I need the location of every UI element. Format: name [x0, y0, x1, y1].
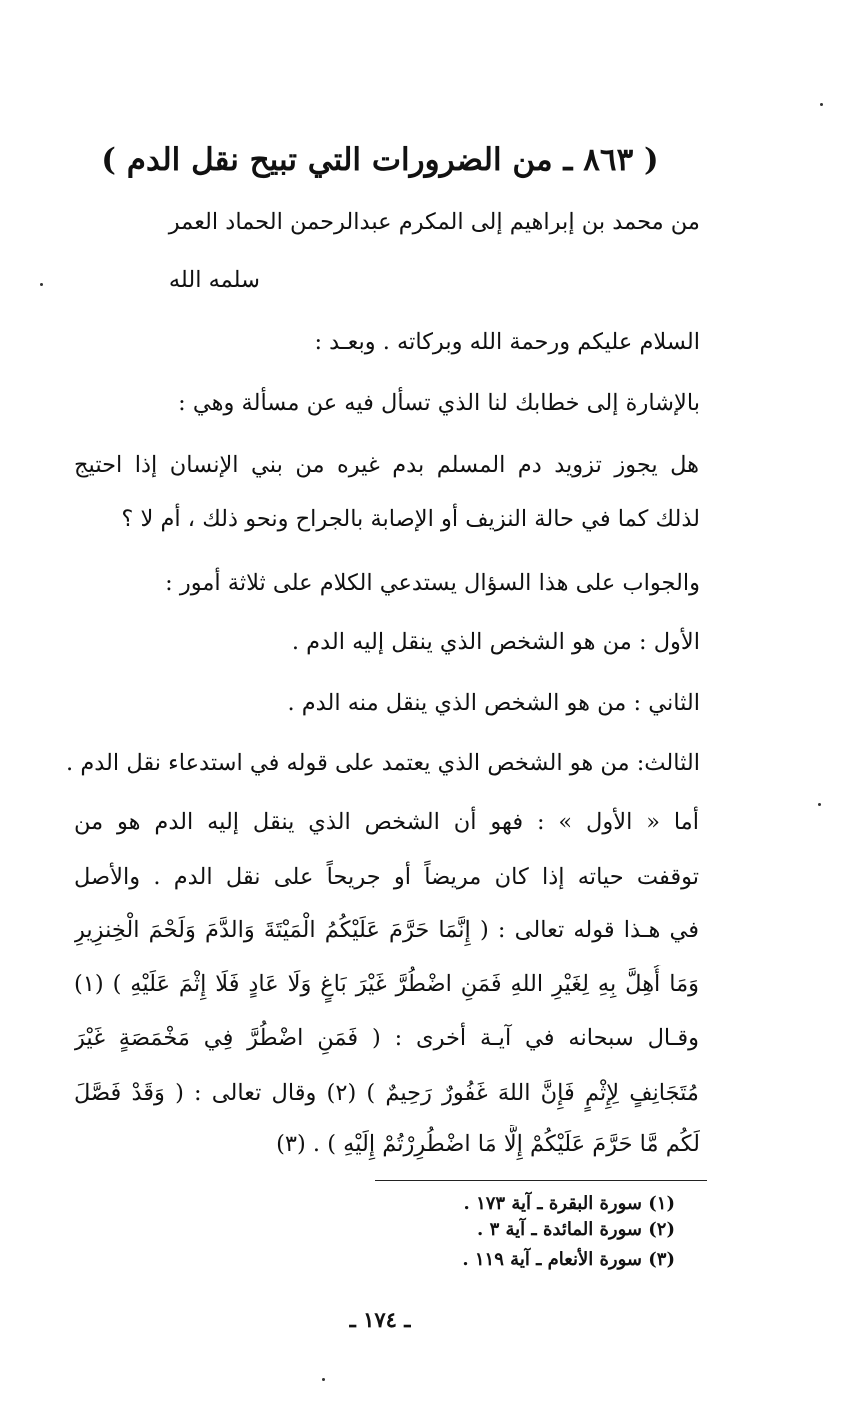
paragraph-line: هل يجوز تزويد دم المسلم بدم غيره من بني الإنسان إذا احتيج [74, 452, 699, 478]
footnote-3: (٣) سورة الأنعام ـ آية ١١٩ . [462, 1249, 675, 1270]
footnote-1: (١) سورة البقرة ـ آية ١٧٣ . [463, 1193, 675, 1214]
footnote-2: (٢) سورة المائدة ـ آية ٣ . [477, 1219, 675, 1240]
scan-speck [818, 803, 821, 806]
quran-verse-line: وقـال سبحانه في آيـة أخرى : ( فَمَنِ اضْطُرَّ فِي مَخْمَصَةٍ غَيْرَ [74, 1025, 699, 1051]
paragraph-line: توقفت حياته إذا كان مريضاً أو جريحاً على نقل الدم . والأصل [74, 864, 699, 890]
salutation-recipient: سلمه الله [168, 267, 260, 293]
scan-speck [322, 1378, 325, 1381]
page-title: ( ٨٦٣ ـ من الضرورات التي تبيح نقل الدم ) [101, 142, 659, 178]
list-item-first: الأول : من هو الشخص الذي ينقل إليه الدم . [291, 629, 700, 655]
quran-verse-line: وَمَا أُهِلَّ بِهِ لِغَيْرِ اللهِ فَمَنِ اضْطُرَّ غَيْرَ بَاغٍ وَلَا عَادٍ فَلَا إِثْمَ عَلَيْهِ ) (١) [74, 971, 699, 997]
quran-verse-line: لَكُم مَّا حَرَّمَ عَلَيْكُمْ إِلَّا مَا اضْطُرِرْتُمْ إِلَيْهِ ) . (٣) [276, 1131, 700, 1157]
paragraph-line: والجواب على هذا السؤال يستدعي الكلام على ثلاثة أمور : [165, 570, 700, 596]
scan-speck [40, 283, 43, 286]
paragraph-line: لذلك كما في حالة النزيف أو الإصابة بالجراح ونحو ذلك ، أم لا ؟ [121, 506, 700, 532]
list-item-second: الثاني : من هو الشخص الذي ينقل منه الدم . [287, 690, 700, 716]
footnote-divider [375, 1180, 707, 1181]
page-number: ـ ١٧٤ ـ [349, 1307, 411, 1332]
list-item-third: الثالث: من هو الشخص الذي يعتمد على قوله في استدعاء نقل الدم . [66, 750, 700, 776]
quran-verse-line: مُتَجَانِفٍ لِإِثْمٍ فَإِنَّ اللهَ غَفُورٌ رَحِيمٌ ) (٢) وقال تعالى : ( وَقَدْ فَصَّلَ [74, 1080, 699, 1106]
paragraph-line: أما « الأول » : فهو أن الشخص الذي ينقل إليه الدم هو من [74, 809, 699, 835]
paragraph-line: بالإشارة إلى خطابك لنا الذي تسأل فيه عن مسألة وهي : [178, 390, 700, 416]
quran-verse-line: في هـذا قوله تعالى : ( إِنَّمَا حَرَّمَ عَلَيْكُمُ الْمَيْتَةَ وَالدَّمَ وَلَحْمَ الْخِنزِيرِ [74, 917, 699, 943]
greeting-line: السلام عليكم ورحمة الله وبركاته . وبعـد : [314, 329, 700, 355]
letter-sender-line: من محمد بن إبراهيم إلى المكرم عبدالرحمن الحماد العمر [168, 209, 700, 235]
scan-speck [820, 103, 823, 106]
